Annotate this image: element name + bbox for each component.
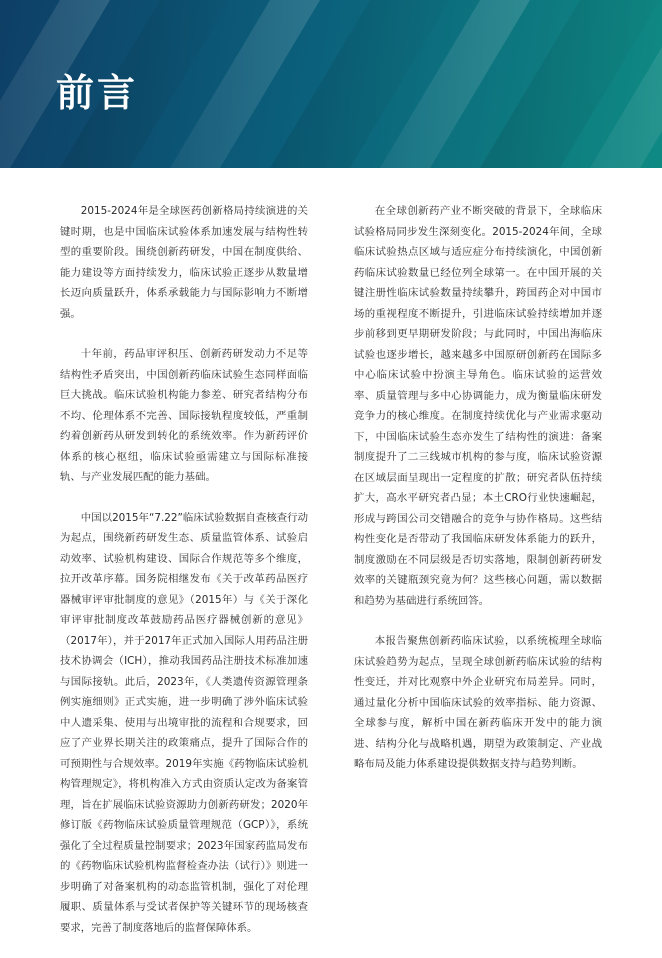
left-column bbox=[60, 201, 308, 958]
paragraph: 2015-2024年是全球医药创新格局持续演进的关键时期，也是中国临床试验体系加速发展与结构性转型的重要阶段。围绕创新药研发，中国在制度供给、能力建设等方面持续发力，临床试验正逐步从数量增长迈向质量跃升，体系承载能力与国际影响力不断增强。 bbox=[60, 205, 308, 320]
paragraph: 本报告聚焦创新药临床试验，以系统梳理全球临床试验趋势为起点，呈现全球创新药临床试验的结构性变迁，并对比观察中外企业研究布局差异。同时，通过量化分析中国临床试验的效率指标、能力资源、全球参与度，解析中国在新药临床开发中的能力演进、结构分化与战略机遇，期望为政策制定、产业战略布局及能力体系建设提供数据支持与趋势判断。 bbox=[354, 635, 602, 770]
paragraph: 在全球创新药产业不断突破的背景下，全球临床试验格局同步发生深刻变化。2015-2024年间，全球临床试验热点区域与适应症分布持续演化，中国创新药临床试验数量已经位列全球第一。在中国开展的关键注册性临床试验数量持续攀升，跨国药企对中国市场的重视程度不断提升，引进临床试验持续增加并逐步前移到更早期研发阶段；与此同时，中国出海临床试验也逐步增长，越来越多中国原研创新药在国际多中心临床试验中扮演主导角色。临床试验的运营效率、质量管理与多中心协调能力，成为衡量临床研发竞争力的核心维度。在制度持续优化与产业需求驱动下，中国临床试验生态亦发生了结构性的演进：备案制度提升了二三线城市机构的参与度，临床试验资源在区域层面呈现出一定程度的扩散；研究者队伍持续扩大，高水平研究者凸显；本土CRO行业快速崛起，形成与跨国公司交错融合的竞争与协作格局。这些结构性变化是否带动了我国临床研发体系能力的跃升，制度激励在不同层级是否切实落地，限制创新药研发效率的关键瓶颈究竟为何？这些核心问题，需以数据和趋势为基础进行系统回答。 bbox=[354, 205, 602, 607]
header-banner bbox=[0, 0, 662, 168]
paragraph: 中国以2015年“7.22”临床试验数据自查核查行动为起点，围绕新药研发生态、质量监管体系、试验启动效率、试验机构建设、国际合作规范等多个维度，拉开改革序幕。国务院相继发布《关于改革药品医疗器械审评审批制度的意见》（2015年）与《关于深化审评审批制度改革鼓励药品医疗器械创新的意见》（2017年），并于2017年正式加入国际人用药品注册技术协调会（ICH），推动我国药品注册技术标准加速与国际接轨。此后，2023年，《人类遗传资源管理条例实施细则》正式实施，进一步明确了涉外临床试验中人遗采集、使用与出境审批的流程和合规要求，回应了产业界长期关注的政策痛点，提升了国际合作的可预期性与合规效率。2019年实施《药物临床试验机构管理规定》，将机构准入方式由资质认定改为备案管理，旨在扩展临床试验资源助力创新药研发；2020年修订版《药物临床试验质量管理规范（GCP）》，系统强化了全过程质量控制要求；2023年国家药监局发布的《药物临床试验机构监督检查办法（试行）》则进一步明确了对备案机构的动态监管机制，强化了对伦理履职、质量体系与受试者保护等关键环节的现场核查要求，完善了制度落地后的监督保障体系。 bbox=[60, 511, 308, 934]
page-title: 前言 bbox=[56, 71, 139, 115]
paragraph: 十年前，药品审评积压、创新药研发动力不足等结构性矛盾突出，中国创新药临床试验生态同样面临巨大挑战。临床试验机构能力参差、研究者结构分布不均、伦理体系不完善、国际接轨程度较低，严重制约着创新药从研发到转化的系统效率。作为新药评价体系的核心枢纽，临床试验亟需建立与国际标准接轨、与产业发展匹配的能力基础。 bbox=[60, 348, 308, 483]
right-column bbox=[354, 201, 602, 795]
